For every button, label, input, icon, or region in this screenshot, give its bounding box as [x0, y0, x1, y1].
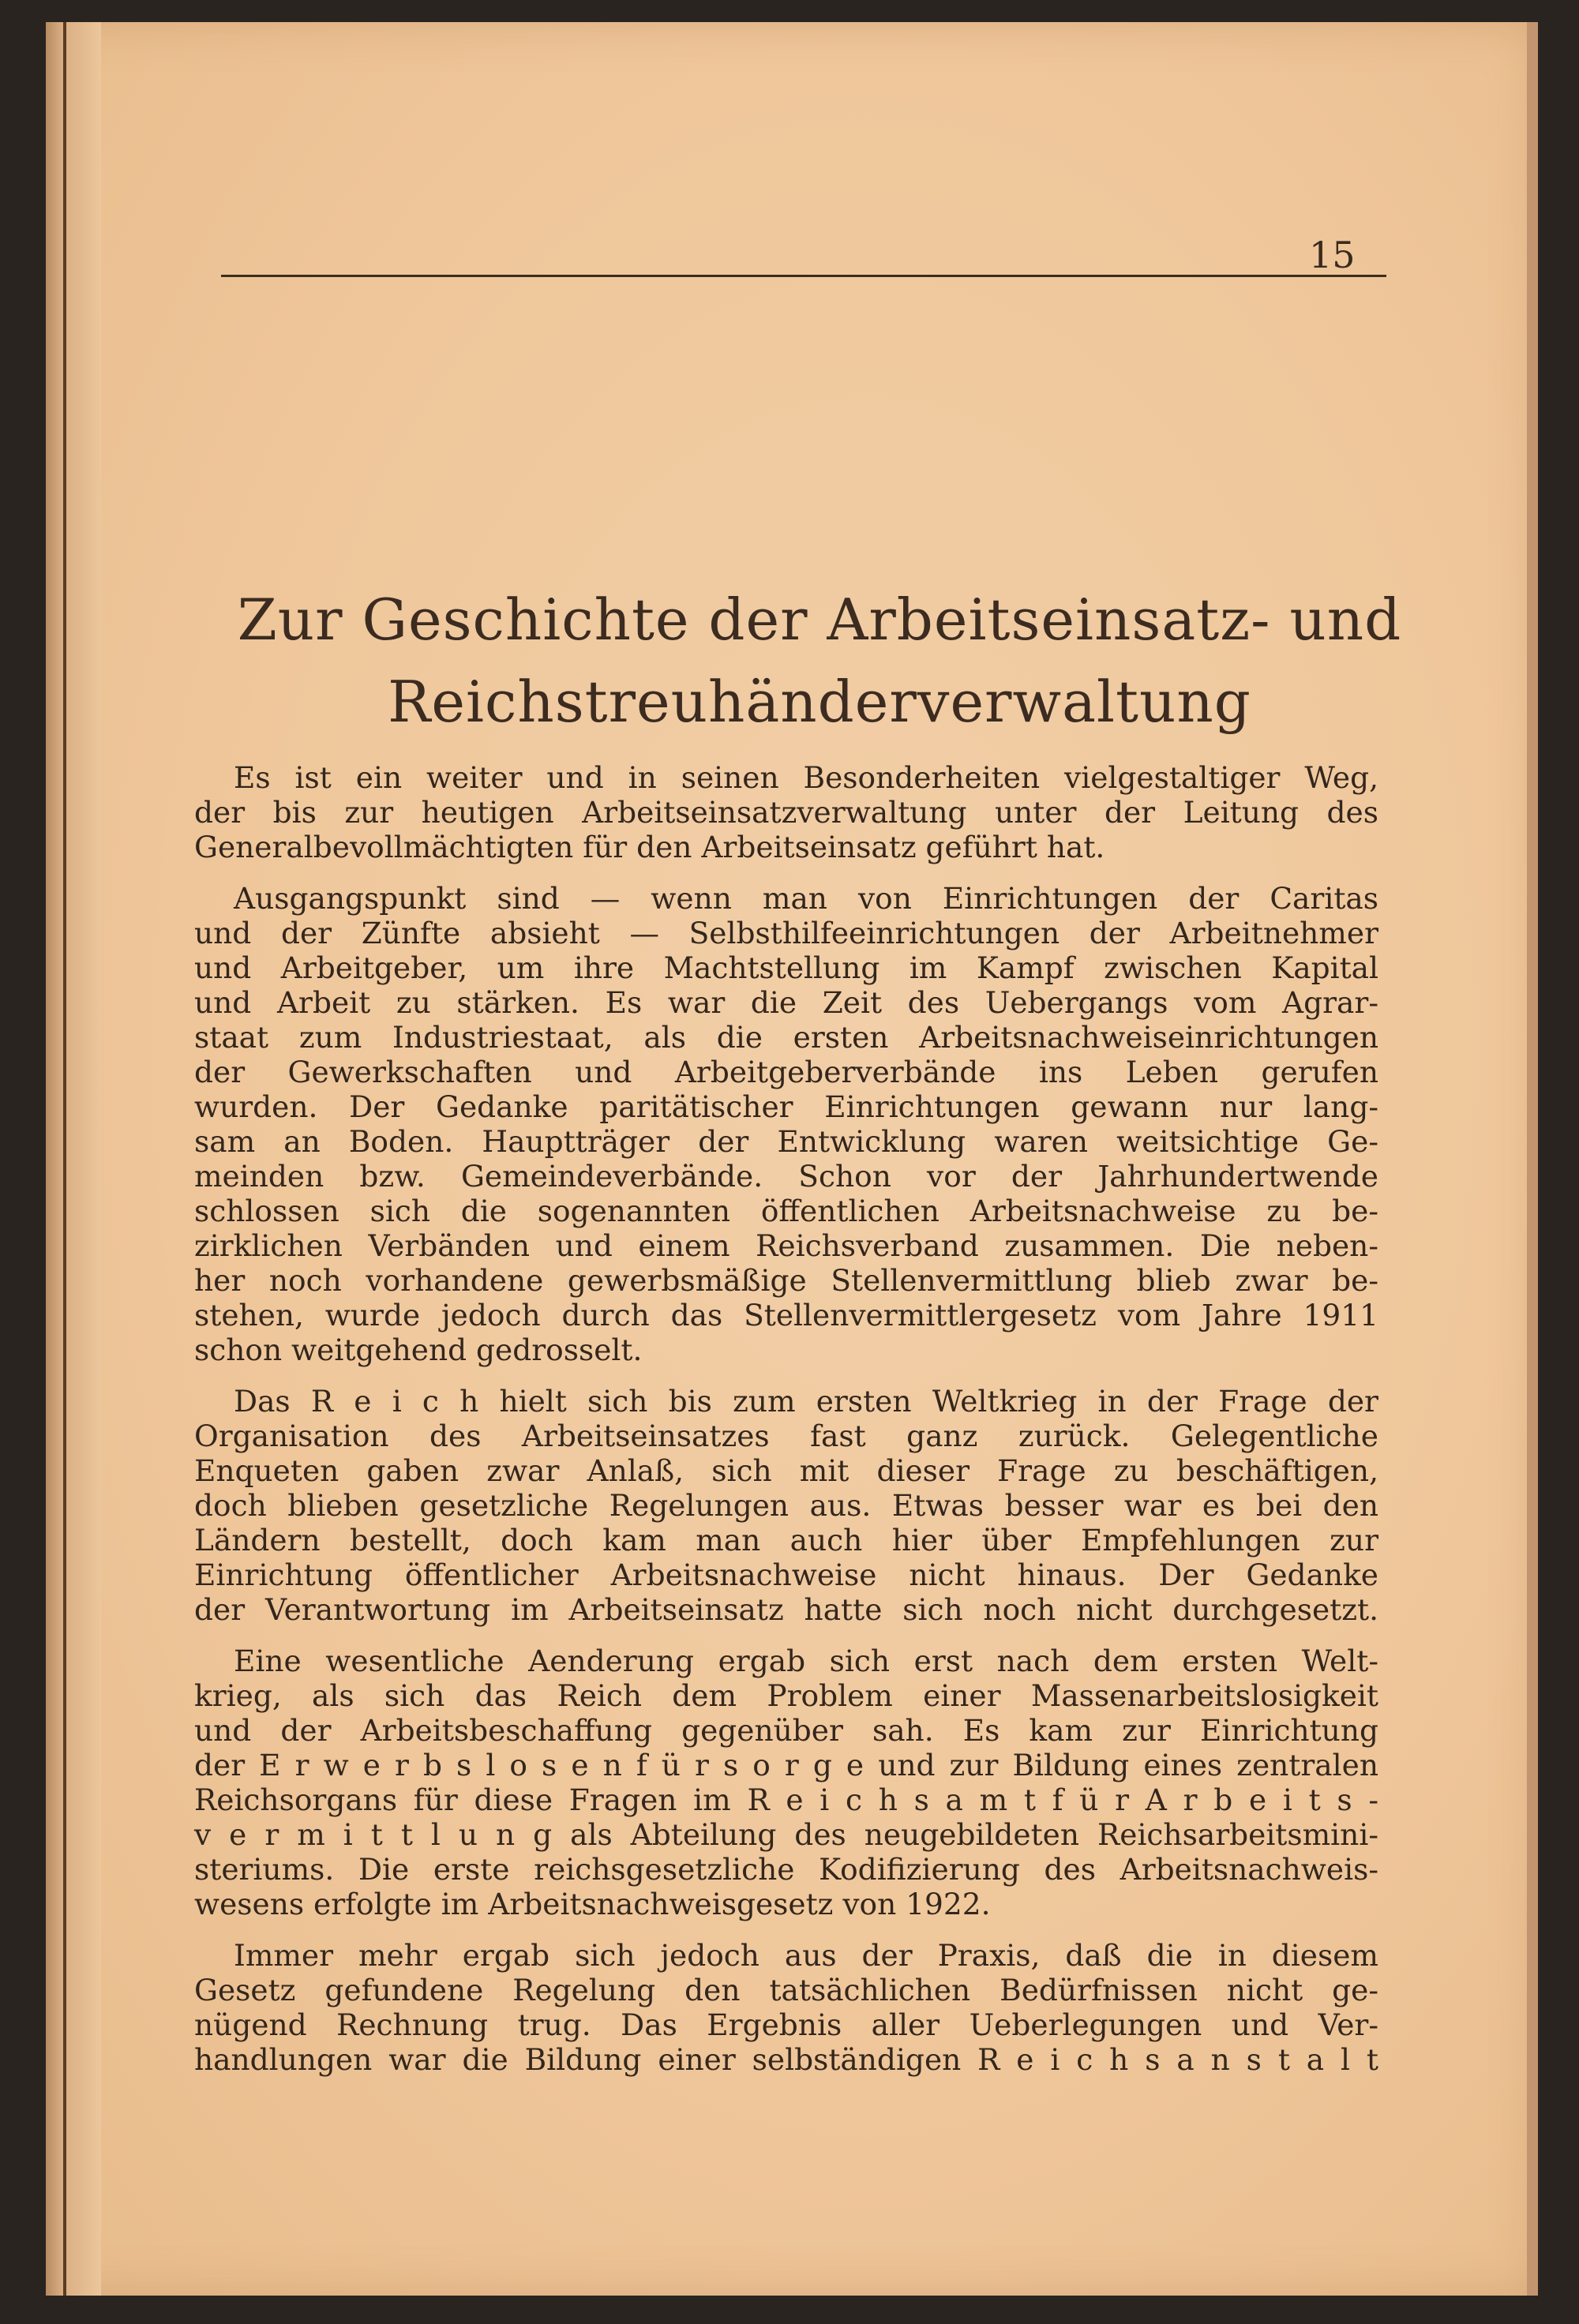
text-line: stehen, wurde jedoch durch das Stellenvermittlergesetz vom Jahre 1911 — [194, 1298, 1378, 1333]
text-line: und Arbeit zu stärken. Es war die Zeit des Uebergangs vom Agrar- — [194, 985, 1378, 1020]
text-line: wurden. Der Gedanke paritätischer Einrichtungen gewann nur lang- — [194, 1089, 1378, 1124]
text-line: Eine wesentliche Aenderung ergab sich erst nach dem ersten Welt- — [234, 1644, 1378, 1678]
text-line: nügend Rechnung trug. Das Ergebnis aller Ueberlegungen und Ver- — [194, 2007, 1378, 2042]
text-line: Einrichtung öffentlicher Arbeitsnachweise nicht hinaus. Der Gedanke — [194, 1557, 1378, 1592]
text-line: Ausgangspunkt sind — wenn man von Einrichtungen der Caritas — [234, 881, 1378, 916]
spine-edge-line — [63, 22, 66, 2296]
text-line: schon weitgehend gedrosselt. — [194, 1333, 643, 1367]
text-line: der E r w e r b s l o s e n f ü r s o r g e und zur Bildung eines zentralen — [194, 1748, 1378, 1782]
header-rule — [221, 275, 1386, 277]
book-page — [46, 22, 1538, 2296]
text-line: und der Zünfte absieht — Selbsthilfeeinrichtungen der Arbeitnehmer — [194, 916, 1378, 950]
text-line: meinden bzw. Gemeindeverbände. Schon vor der Jahrhundertwende — [194, 1159, 1378, 1194]
text-line: schlossen sich die sogenannten öffentlichen Arbeitsnachweise zu be- — [194, 1194, 1378, 1228]
text-line: Gesetz gefundene Regelung den tatsächlichen Bedürfnissen nicht ge- — [194, 1973, 1378, 2007]
page-right-edge — [1527, 22, 1538, 2296]
text-line: krieg, als sich das Reich dem Problem einer Massenarbeitslosigkeit — [194, 1678, 1378, 1713]
text-line: und der Arbeitsbeschaffung gegenüber sah. Es kam zur Einrichtung — [194, 1713, 1378, 1748]
chapter-title — [204, 579, 1435, 743]
text-line: Enqueten gaben zwar Anlaß, sich mit dieser Frage zu beschäftigen, — [194, 1453, 1378, 1488]
text-line: steriums. Die erste reichsgesetzliche Kodifizierung des Arbeitsnachweis- — [194, 1852, 1378, 1887]
text-line: Organisation des Arbeitseinsatzes fast ganz zurück. Gelegentliche — [194, 1419, 1378, 1453]
page-number: 15 — [1309, 234, 1356, 276]
text-line: Das R e i c h hielt sich bis zum ersten Weltkrieg in der Frage der — [234, 1384, 1378, 1419]
text-line: Ländern bestellt, doch kam man auch hier über Empfehlungen zur — [194, 1523, 1378, 1557]
text-line: wesens erfolgte im Arbeitsnachweisgesetz von 1922. — [194, 1887, 991, 1921]
book-spine — [46, 22, 101, 2296]
text-line: sam an Boden. Hauptträger der Entwicklung waren weitsichtige Ge- — [194, 1124, 1378, 1159]
text-line: Immer mehr ergab sich jedoch aus der Praxis, daß die in diesem — [234, 1938, 1378, 1973]
paragraph-1 — [194, 760, 1378, 864]
paragraph-4 — [194, 1644, 1378, 1921]
text-line: handlungen war die Bildung einer selbständigen R e i c h s a n s t a l t — [194, 2042, 1378, 2077]
text-line: doch blieben gesetzliche Regelungen aus. Etwas besser war es bei den — [194, 1488, 1378, 1523]
text-line: der Verantwortung im Arbeitseinsatz hatte sich noch nicht durchgesetzt. — [194, 1592, 1378, 1627]
paragraph-3 — [194, 1384, 1378, 1627]
text-line: der bis zur heutigen Arbeitseinsatzverwaltung unter der Leitung des — [194, 795, 1378, 830]
text-line: Generalbevollmächtigten für den Arbeitseinsatz geführt hat. — [194, 830, 1105, 864]
chapter-title-line-1: Zur Geschichte der Arbeitseinsatz- und — [237, 587, 1402, 653]
paragraph-5 — [194, 1938, 1378, 2077]
text-line: Reichsorgans für diese Fragen im R e i c h s a m t f ü r A r b e i t s - — [194, 1782, 1378, 1817]
chapter-title-line-2: Reichstreuhänderverwaltung — [388, 669, 1251, 735]
body-text — [194, 760, 1378, 2093]
text-line: und Arbeitgeber, um ihre Machtstellung im Kampf zwischen Kapital — [194, 950, 1378, 985]
text-line: staat zum Industriestaat, als die ersten Arbeitsnachweiseinrichtungen — [194, 1020, 1378, 1055]
text-line: der Gewerkschaften und Arbeitgeberverbände ins Leben gerufen — [194, 1055, 1378, 1089]
paragraph-2 — [194, 881, 1378, 1367]
text-line: zirklichen Verbänden und einem Reichsverband zusammen. Die neben- — [194, 1228, 1378, 1263]
text-line: her noch vorhandene gewerbsmäßige Stellenvermittlung blieb zwar be- — [194, 1263, 1378, 1298]
text-line: Es ist ein weiter und in seinen Besonderheiten vielgestaltiger Weg, — [234, 760, 1378, 795]
text-line: v e r m i t t l u n g als Abteilung des neugebildeten Reichsarbeitsmini- — [194, 1817, 1378, 1852]
